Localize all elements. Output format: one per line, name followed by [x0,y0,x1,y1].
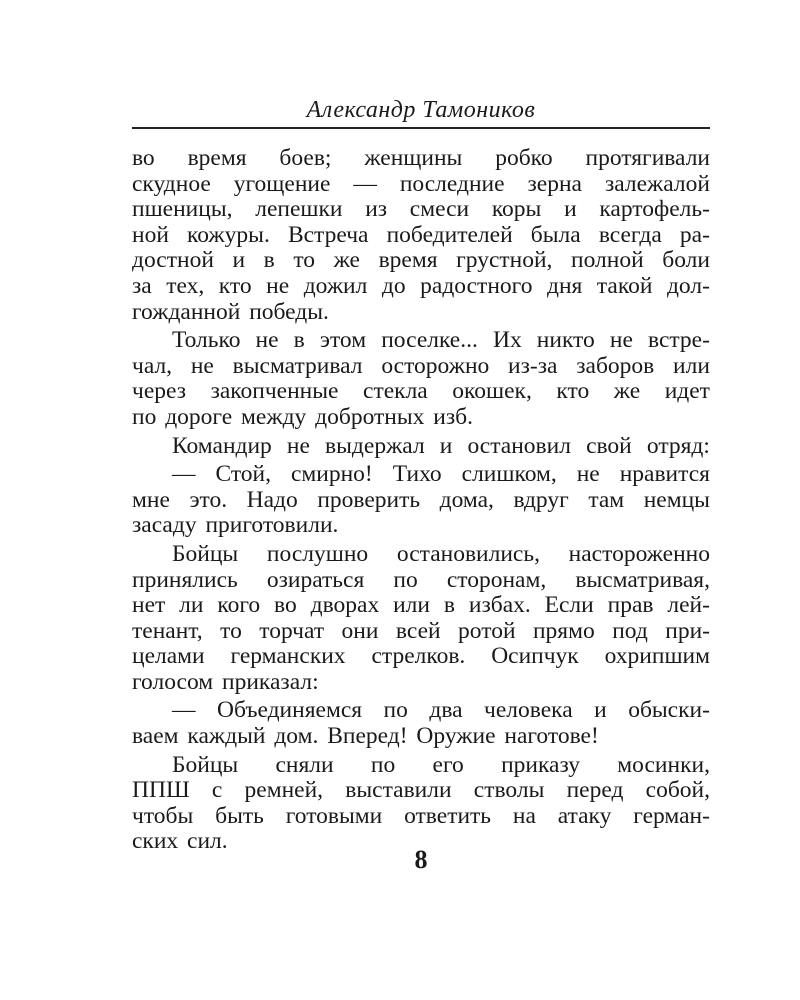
text-line [132,328,710,354]
word: кто [218,272,252,299]
word: скудное [132,170,211,197]
word: по [370,751,396,778]
word: стрелков. [371,643,466,670]
word: мне [132,486,170,513]
word: ответить [404,802,492,829]
word: за [132,272,152,299]
word: залежалой [604,170,710,197]
word: то [220,617,242,644]
word: радостного [420,272,533,299]
word: полной [571,247,644,274]
text-line [132,644,710,670]
word: идет [664,378,710,405]
word: обыски- [628,697,710,724]
word: грустной, [456,247,553,274]
word: герман- [633,802,710,829]
word: то [293,247,316,274]
word: сняли [275,751,334,778]
word: Только [172,327,241,354]
word: остановил [467,432,571,459]
word: остановились, [396,540,540,567]
word: встре- [647,327,710,354]
word: прямо [532,617,595,644]
word: Надо [246,486,298,513]
word: тенант, [132,617,203,644]
body-text [132,146,710,855]
word: Объединяемся [216,697,363,724]
word: по [393,566,418,593]
word: немцы [643,486,710,513]
word: лепешки [255,196,343,223]
word: картофель- [599,196,710,223]
word: и [564,196,577,223]
word: из-за [508,352,558,379]
word: всегда [598,221,662,248]
word: собой, [645,777,710,804]
word: же [333,247,360,274]
word: последние [399,170,505,197]
word: высматривая, [575,566,710,593]
text-line [132,462,710,488]
word: не [266,272,290,299]
text-line [132,542,710,568]
word: под [612,617,648,644]
word: или [393,592,430,619]
word: чтобы [132,802,194,829]
text-line [132,223,710,249]
word: пшеницы, [132,196,233,223]
running-head-author: Александр Тамоников [306,97,536,123]
word: там [588,486,625,513]
word: — [172,461,196,488]
text-line [132,274,710,300]
word: не [190,352,214,379]
text-line [132,248,710,274]
word: по [383,697,408,724]
word: протягивали [585,145,710,171]
text-line [132,197,710,223]
word: была [530,221,581,248]
word: кожуры. [187,221,270,248]
word: Если [544,592,594,619]
word: выдержал [325,432,425,459]
word: же [613,378,641,405]
word: нравится [619,461,710,488]
word: — [353,170,377,197]
word: Стой, [215,461,271,488]
paragraph-1 [132,146,710,325]
word: они [341,617,379,644]
word: ротой [458,617,516,644]
word: стекла [363,378,428,405]
word: Бойцы [172,540,239,567]
word: ремней, [244,777,324,804]
word: нет [132,592,166,619]
word: такой [596,272,653,299]
text-line: по дороге между добротных изб. [132,403,473,430]
text-line [132,698,710,724]
word: германских [230,643,346,670]
word: женщины [364,145,463,171]
word: и [439,432,453,459]
word: во [274,592,297,619]
word: осторожно [381,352,490,379]
word: через [132,378,186,405]
word: заборов [576,352,655,379]
text-line: ских сил. [132,828,228,855]
header-rule [132,127,710,129]
word: вдруг [513,486,569,513]
word: дол- [666,272,710,299]
word: ли [179,592,204,619]
word: всей [395,617,441,644]
word: целами [132,643,205,670]
word: свой [586,432,632,459]
word: быть [215,802,264,829]
word: лей- [667,592,710,619]
word: не [576,461,600,488]
word: Бойцы [172,751,239,778]
word: в [443,592,455,619]
word: с [211,777,223,804]
word: ра- [679,221,710,248]
paragraph-4 [132,462,710,539]
paragraph-7 [132,753,710,855]
word: послушно [266,540,369,567]
word: ной [132,221,169,248]
word: и [232,247,246,274]
word: стволы [473,777,545,804]
word: это. [189,486,228,513]
word: готовыми [285,802,383,829]
word: и [594,697,607,724]
word: никто [536,327,595,354]
word: до [381,272,406,299]
word: перед [566,777,624,804]
word: Их [492,327,522,354]
word: кто [556,378,590,405]
word: Командир [172,432,272,459]
text-line [132,804,710,830]
word: коры [491,196,542,223]
word: при- [665,617,710,644]
word: во [132,145,155,171]
text-line [132,172,710,198]
word: проверить [317,486,421,513]
word: два [429,697,463,724]
word: человека [484,697,573,724]
text-line: засаду приготовили. [132,512,339,539]
text-line: ваем каждый дом. Вперед! Оружие наготове! [132,723,599,750]
word: в [263,247,275,274]
text-line: гожданной победы. [132,298,329,325]
word: прав [607,592,654,619]
word: поселке... [381,327,478,354]
paragraph-2 [132,328,710,430]
text-line [132,593,710,619]
word: его [432,751,464,778]
paragraph-6 [132,698,710,749]
word: атаку [557,802,612,829]
word: из [365,196,388,223]
word: — [172,697,196,724]
word: не [255,327,279,354]
text-line [132,488,710,514]
text-line [132,753,710,779]
word: боли [662,247,710,274]
text-line [132,619,710,645]
word: смирно! [290,461,373,488]
text-line [132,146,710,172]
word: высматривал [232,352,363,379]
word: Осипчук [491,643,579,670]
word: избах. [468,592,531,619]
word: дворах [310,592,380,619]
text-line [132,434,710,460]
word: закопченные [210,378,339,405]
paragraph-3 [132,434,710,460]
word: победителей [386,221,513,248]
word: достной [132,247,214,274]
word: сторонам, [446,566,547,593]
word: дожил [303,272,368,299]
word: приказу [501,751,580,778]
word: в [293,327,305,354]
word: не [609,327,633,354]
word: настороженно [568,540,710,567]
page-number: 8 [414,845,428,874]
word: торчат [259,617,325,644]
word: этом [319,327,367,354]
word: выставили [345,777,452,804]
word: мосинки, [617,751,710,778]
paragraph-5 [132,542,710,696]
word: дома, [439,486,494,513]
word: слишком, [461,461,557,488]
word: кого [217,592,261,619]
word: дня [547,272,583,299]
word: или [673,352,710,379]
text-line [132,568,710,594]
word: Встреча [287,221,369,248]
word: тех, [166,272,205,299]
word: охрипшим [604,643,710,670]
word: ППШ [132,777,190,804]
word: Тихо [392,461,442,488]
word: время [187,145,247,171]
text-line: голосом приказал: [132,668,319,695]
word: угощение [233,170,331,197]
word: чал, [132,352,173,379]
word: боев; [279,145,332,171]
text-line [132,778,710,804]
word: принялись [132,566,238,593]
word: время [378,247,438,274]
text-line [132,354,710,380]
word: озираться [266,566,365,593]
word: не [286,432,310,459]
word: смеси [409,196,470,223]
word: на [512,802,536,829]
word: зерна [527,170,582,197]
word: робко [495,145,553,171]
text-line [132,379,710,405]
word: окошек, [452,378,532,405]
word: отряд: [646,432,710,459]
